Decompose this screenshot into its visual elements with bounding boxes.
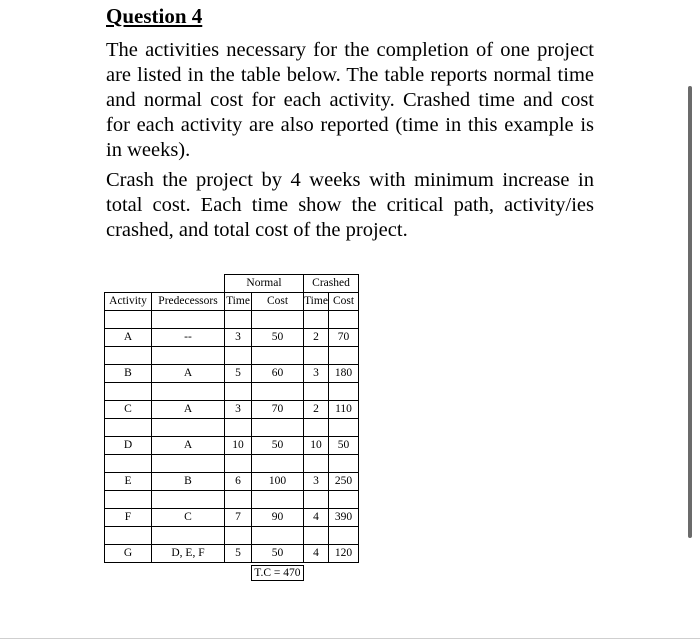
table-cell: 250 bbox=[329, 473, 359, 491]
normal-group-header: Normal bbox=[225, 275, 304, 293]
table-cell: F bbox=[105, 509, 152, 527]
column-header: Predecessors bbox=[152, 293, 225, 311]
table-row bbox=[105, 437, 359, 455]
table-row bbox=[105, 509, 359, 527]
table-cell: 2 bbox=[304, 401, 329, 419]
question-paragraph-1: The activities necessary for the completion of one project are listed in the table below. The table reports normal time and normal cost for each activity. Crashed time and cost for each activity are also reported (time in this example is in weeks). bbox=[106, 39, 594, 161]
table-cell: A bbox=[152, 401, 225, 419]
table-cell: 110 bbox=[329, 401, 359, 419]
table-cell: 70 bbox=[329, 329, 359, 347]
table-cell: C bbox=[105, 401, 152, 419]
table-cell: 4 bbox=[304, 545, 329, 563]
table-cell: 5 bbox=[225, 545, 252, 563]
table-group-header-row bbox=[105, 275, 359, 293]
table-row bbox=[105, 473, 359, 491]
table-row bbox=[105, 365, 359, 383]
scrollbar[interactable] bbox=[688, 86, 692, 538]
table-cell: 180 bbox=[329, 365, 359, 383]
table-cell: 50 bbox=[252, 329, 304, 347]
table-cell: -- bbox=[152, 329, 225, 347]
table-cell: B bbox=[105, 365, 152, 383]
table-cell: B bbox=[152, 473, 225, 491]
table-row bbox=[105, 401, 359, 419]
total-cost-box: T.C = 470 bbox=[251, 565, 303, 581]
table-cell: A bbox=[152, 437, 225, 455]
table-cell: 50 bbox=[252, 437, 304, 455]
table-cell: E bbox=[105, 473, 152, 491]
table-cell: A bbox=[152, 365, 225, 383]
table-column-header-row bbox=[105, 293, 359, 311]
table-cell: D, E, F bbox=[152, 545, 225, 563]
column-header: Time bbox=[304, 293, 329, 311]
table-cell: 100 bbox=[252, 473, 304, 491]
column-header: Cost bbox=[329, 293, 359, 311]
question-heading: Question 4 bbox=[106, 4, 203, 28]
table-cell: 70 bbox=[252, 401, 304, 419]
table-cell: 7 bbox=[225, 509, 252, 527]
table-cell: 60 bbox=[252, 365, 304, 383]
table-row bbox=[105, 329, 359, 347]
table-cell: 10 bbox=[304, 437, 329, 455]
crashed-group-header: Crashed bbox=[304, 275, 359, 293]
column-header: Time bbox=[225, 293, 252, 311]
total-cost-row bbox=[105, 563, 359, 583]
table-cell: 5 bbox=[225, 365, 252, 383]
table-row bbox=[105, 545, 359, 563]
table-cell: 50 bbox=[252, 545, 304, 563]
table-cell: 4 bbox=[304, 509, 329, 527]
table-cell: 6 bbox=[225, 473, 252, 491]
table-cell: 2 bbox=[304, 329, 329, 347]
bottom-divider bbox=[0, 638, 700, 639]
table-cell: 10 bbox=[225, 437, 252, 455]
table-cell: 90 bbox=[252, 509, 304, 527]
table-cell: 3 bbox=[304, 473, 329, 491]
column-header: Cost bbox=[252, 293, 304, 311]
table-cell: 390 bbox=[329, 509, 359, 527]
table-cell: 50 bbox=[329, 437, 359, 455]
table-cell: G bbox=[105, 545, 152, 563]
question-paragraph-2: Crash the project by 4 weeks with minimum increase in total cost. Each time show the critical path, activity/ies crashed, and total cost of the project. bbox=[106, 169, 594, 241]
table-cell: 120 bbox=[329, 545, 359, 563]
table-cell: C bbox=[152, 509, 225, 527]
column-header: Activity bbox=[105, 293, 152, 311]
activity-table bbox=[104, 274, 359, 582]
table-cell: D bbox=[105, 437, 152, 455]
table-cell: 3 bbox=[225, 401, 252, 419]
table-cell: A bbox=[105, 329, 152, 347]
table-cell: 3 bbox=[304, 365, 329, 383]
table-cell: 3 bbox=[225, 329, 252, 347]
